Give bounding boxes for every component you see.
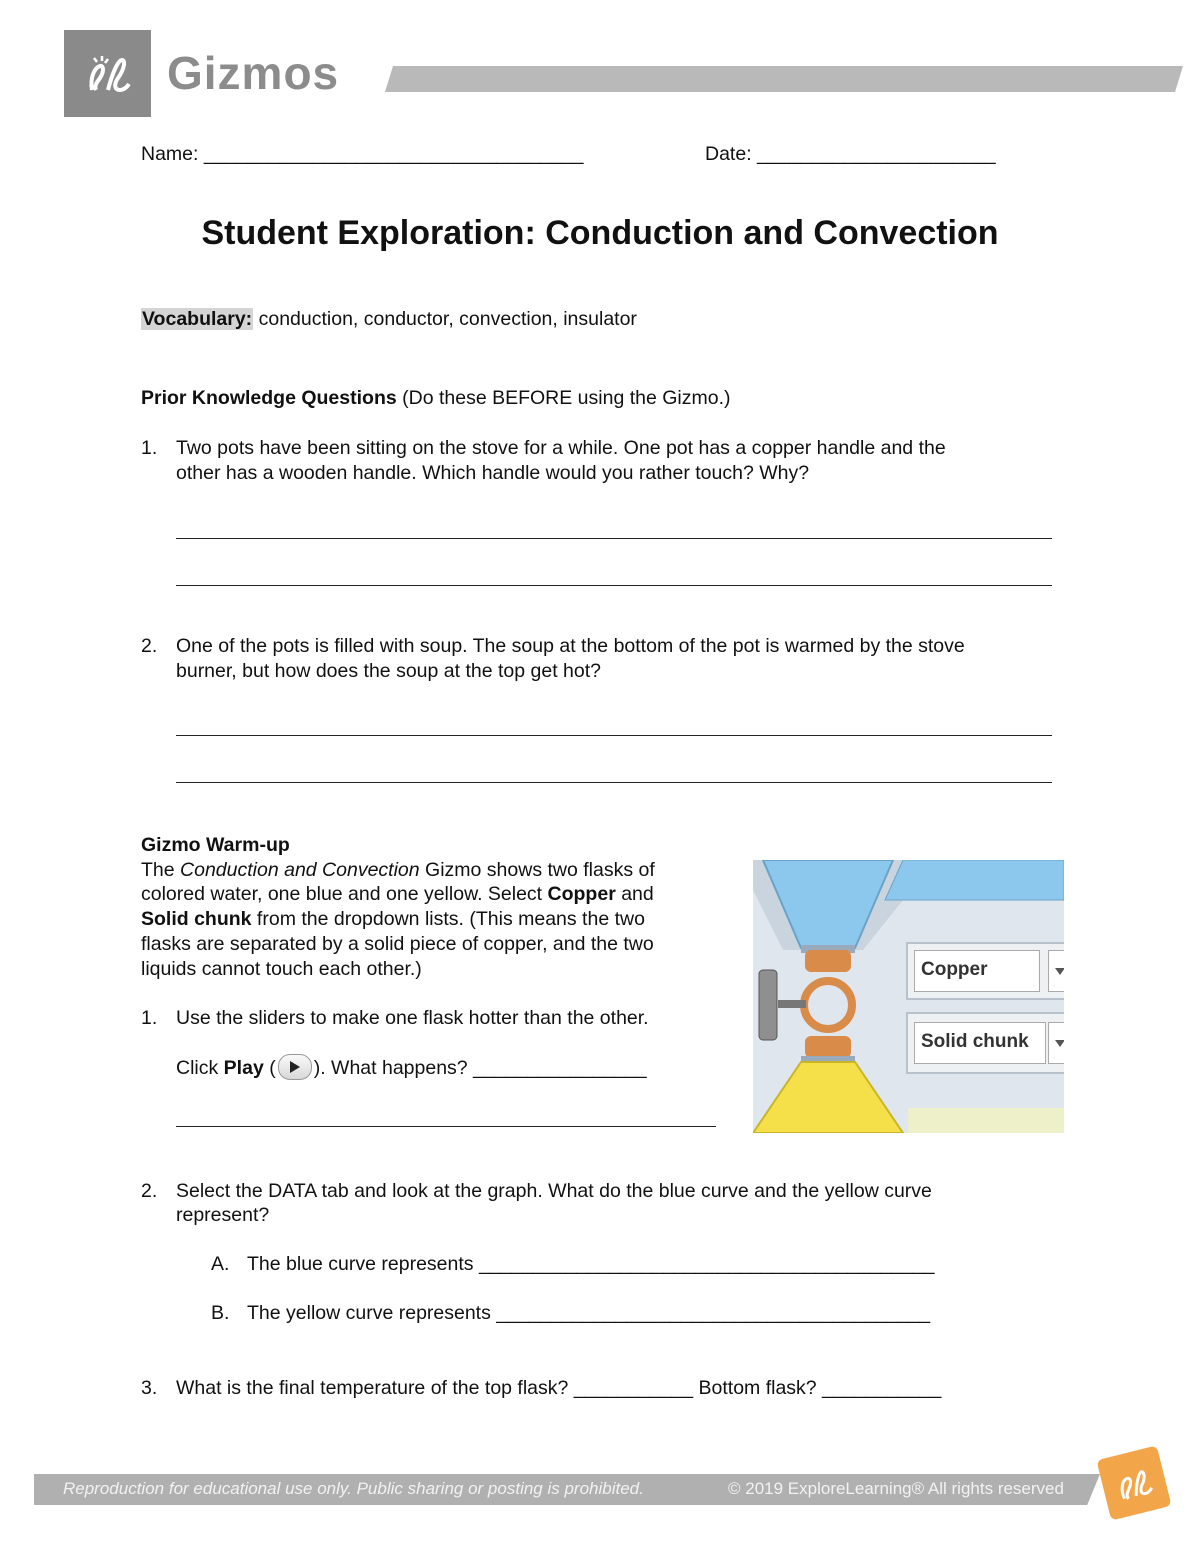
vocabulary-terms: conduction, conductor, convection, insulator xyxy=(253,308,637,330)
answer-line[interactable] xyxy=(176,585,1052,586)
material-dropdown[interactable] xyxy=(906,942,1064,1000)
name-field[interactable]: Name: ___________________________________ xyxy=(141,143,584,165)
footer-copyright: © 2019 ExploreLearning® All rights reserved xyxy=(728,1479,1064,1498)
material-select-value: Copper xyxy=(921,959,988,980)
connection-dropdown[interactable] xyxy=(906,1012,1064,1074)
vocabulary-label: Vocabulary: xyxy=(142,308,253,330)
subquestion-text: The blue curve represents __________________________________________ xyxy=(247,1253,935,1275)
question-text: One of the pots is filled with soup. The soup at the bottom of the pot is warmed by the stove xyxy=(176,635,965,657)
vocabulary-line xyxy=(141,307,637,332)
question-text: Two pots have been sitting on the stove for a while. One pot has a copper handle and the xyxy=(176,437,946,459)
gizmo-screenshot xyxy=(753,860,1064,1133)
subquestion-text: The yellow curve represents ________________________________________ xyxy=(247,1302,931,1324)
header-decorative-bar xyxy=(385,66,1183,92)
answer-line[interactable] xyxy=(176,782,1052,783)
answer-line[interactable] xyxy=(176,735,1052,736)
subquestion-label: B. xyxy=(211,1302,230,1324)
subquestion-label: A. xyxy=(211,1253,230,1275)
warmup-intro-line: liquids cannot touch each other.) xyxy=(141,958,422,980)
question-text: Use the sliders to make one flask hotter than the other. xyxy=(176,1007,649,1029)
answer-line[interactable] xyxy=(176,538,1052,539)
question-text: Click Play ( ). What happens? ________________ xyxy=(176,1056,647,1082)
question-number: 3. xyxy=(141,1377,158,1399)
page-title: Student Exploration: Conduction and Convection xyxy=(201,214,999,252)
footer-notice: Reproduction for educational use only. Public sharing or posting is prohibited. xyxy=(63,1479,644,1498)
warmup-intro-line: colored water, one blue and one yellow. Select Copper and xyxy=(141,883,654,905)
question-number: 1. xyxy=(141,437,158,459)
question-text: represent? xyxy=(176,1204,270,1226)
answer-line[interactable] xyxy=(176,1126,716,1127)
question-number: 2. xyxy=(141,635,158,657)
play-icon xyxy=(278,1054,312,1080)
question-text: Select the DATA tab and look at the graph. What do the blue curve and the yellow curve xyxy=(176,1180,932,1202)
question-number: 2. xyxy=(141,1180,158,1202)
explorelearning-logo-icon xyxy=(64,30,151,117)
prior-knowledge-heading: Prior Knowledge Questions (Do these BEFORE using the Gizmo.) xyxy=(141,387,731,409)
question-text: other has a wooden handle. Which handle would you rather touch? Why? xyxy=(176,462,810,484)
chevron-down-icon[interactable] xyxy=(1048,950,1064,992)
brand-name: Gizmos xyxy=(167,47,340,99)
warmup-intro-line: flasks are separated by a solid piece of copper, and the two xyxy=(141,933,654,955)
explorelearning-footer-logo-icon xyxy=(1096,1445,1171,1520)
chevron-down-icon[interactable] xyxy=(1048,1022,1064,1064)
question-text: burner, but how does the soup at the top get hot? xyxy=(176,660,601,682)
question-number: 1. xyxy=(141,1007,158,1029)
question-text: What is the final temperature of the top flask? ___________ Bottom flask? ___________ xyxy=(176,1377,942,1399)
date-field[interactable]: Date: ______________________ xyxy=(705,143,996,165)
warmup-intro-line: Solid chunk from the dropdown lists. (This means the two xyxy=(141,908,645,930)
connection-select-value: Solid chunk xyxy=(921,1031,1029,1052)
warmup-intro-line: The Conduction and Convection Gizmo shows two flasks of xyxy=(141,859,655,881)
warmup-heading: Gizmo Warm-up xyxy=(141,834,290,856)
